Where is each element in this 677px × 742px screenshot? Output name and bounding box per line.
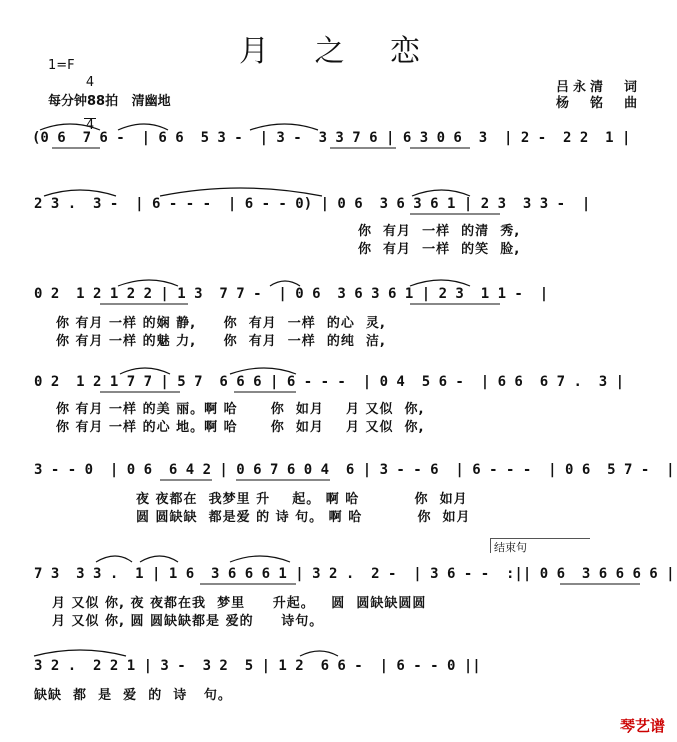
notation-row-1: (0 6 7 6 - | 6 6 5 3 - | 3 - 3 3 7 6 | 6 3 0 6 3 | 2 - 2 2 1 | <box>32 130 631 146</box>
lyric-row-4-verse-1: 你 有月 一样 的美 丽。啊 哈 你 如月 月 又似 你, <box>56 402 425 417</box>
time-signature-bottom: 4 <box>85 118 95 133</box>
composer-credit: 杨 铭 曲 <box>556 96 642 111</box>
notation-row-5: 3 - - 0 | 0 6 6 4 2 | 0 6 7 6 0 4 6 | 3 - - 6 | 6 - - - | 0 6 5 7 - | <box>34 462 675 478</box>
lyric-row-3-verse-2: 你 有月 一样 的魅 力, 你 有月 一样 的纯 洁, <box>56 334 386 349</box>
lyric-row-4-verse-2: 你 有月 一样 的心 地。啊 哈 你 如月 月 又似 你, <box>56 420 425 435</box>
lyric-row-2-verse-2: 你 有月 一样 的笑 脸, <box>358 242 521 257</box>
key-signature: 1=F <box>48 58 75 73</box>
lyric-row-6-verse-1: 月 又似 你, 夜 夜都在我 梦里 升起。 圆 圆缺缺圆圆 <box>52 596 427 611</box>
song-title: 月 之 恋 <box>238 34 439 69</box>
lyric-row-2-verse-1: 你 有月 一样 的清 秀, <box>358 224 521 239</box>
lyric-row-3-verse-1: 你 有月 一样 的娴 静, 你 有月 一样 的心 灵, <box>56 316 386 331</box>
lyric-row-6-verse-2: 月 又似 你, 圆 圆缺缺都是 爱的 诗句。 <box>52 614 324 629</box>
notation-row-3: 0 2 1 2 1 2 2 | 1 3 7 7 - | 0 6 3 6 3 6 1 | 2 3 1 1 - | <box>34 286 549 302</box>
lyric-row-5-verse-2: 圆 圆缺缺 都是爱 的 诗 句。 啊 哈 你 如月 <box>136 510 471 525</box>
notation-row-4: 0 2 1 2 1 7 7 | 5 7 6 6 6 | 6 - - - | 0 4 5 6 - | 6 6 6 7 . 3 | <box>34 374 625 390</box>
lyricist-credit: 吕永清 词 <box>556 80 642 95</box>
notation-row-7: 3 2 . 2 2 1 | 3 - 3 2 5 | 1 2 6 6 - | 6 - - 0 || <box>34 658 481 674</box>
time-signature-top: 4 <box>85 75 95 90</box>
notation-row-6: 7 3 3 3 . 1 | 1 6 3 6 6 6 1 | 3 2 . 2 - | 3 6 - - :|| 0 6 3 6 6 6 6 | <box>34 566 675 582</box>
tempo-marking: 每分钟88拍 清幽地 <box>48 94 171 109</box>
notation-row-2: 2 3 . 3 - | 6 - - - | 6 - - 0) | 0 6 3 6 3 6 1 | 2 3 3 3 - | <box>34 196 591 212</box>
ending-label: 结束句 <box>490 538 590 553</box>
watermark-logo: 琴艺谱 <box>619 717 665 735</box>
lyric-row-7: 缺缺 都 是 爱 的 诗 句。 <box>34 688 232 703</box>
lyric-row-5-verse-1: 夜 夜都在 我梦里 升 起。 啊 哈 你 如月 <box>136 492 468 507</box>
